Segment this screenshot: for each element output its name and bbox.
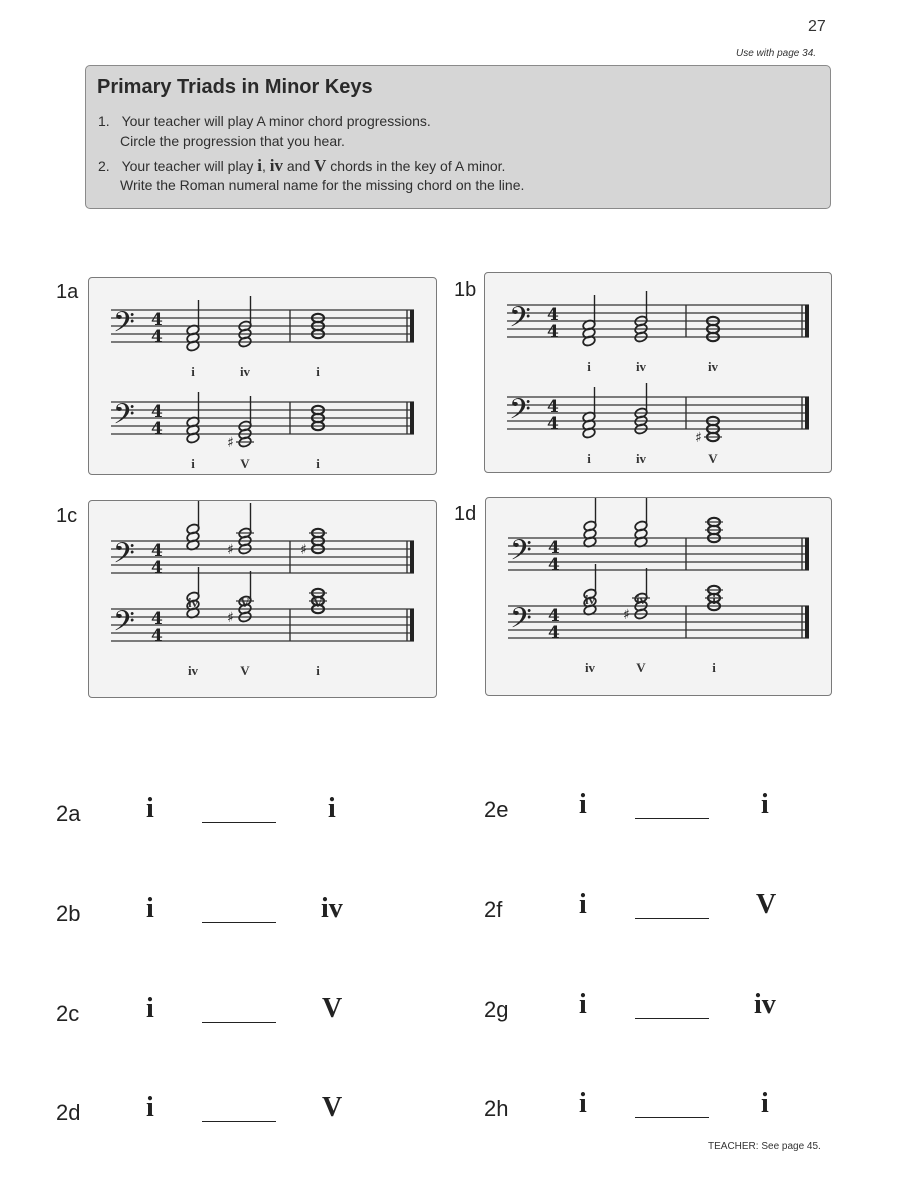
instruction-2-and: and xyxy=(283,158,315,174)
chord-notes xyxy=(227,396,254,451)
time-signature-top: 4 xyxy=(151,541,163,561)
instruction-1-line2: Circle the progression that you hear. xyxy=(120,133,345,149)
time-signature-bottom: 4 xyxy=(547,322,559,342)
chord-label: V xyxy=(240,595,250,610)
chord-notes xyxy=(583,498,597,548)
question-label: 2d xyxy=(56,1100,81,1125)
question-label: 2c xyxy=(56,1001,80,1026)
given-chord-last: iv xyxy=(321,893,343,924)
chord-notes xyxy=(227,571,254,626)
bass-clef-icon: 𝄢 xyxy=(510,602,532,642)
given-chord-first: i xyxy=(146,1092,154,1123)
chord-notes xyxy=(238,296,252,348)
answer-blank[interactable] xyxy=(202,822,276,823)
chord-label: V xyxy=(708,451,718,466)
instructions-box xyxy=(85,65,831,209)
staff-graphic xyxy=(89,278,436,474)
chord-label: iv xyxy=(635,451,647,466)
time-signature-bottom: 4 xyxy=(151,327,163,347)
time-signature-top: 4 xyxy=(151,402,163,422)
staff-graphic xyxy=(89,501,436,697)
chord-label: i xyxy=(191,364,195,379)
staff-row xyxy=(507,393,809,434)
instruction-2-number: 2. xyxy=(98,158,110,174)
staff-row xyxy=(111,605,414,646)
answer-blank[interactable] xyxy=(635,818,709,819)
chord-notes xyxy=(227,503,254,558)
time-signature-bottom: 4 xyxy=(151,419,163,439)
given-chord-first: i xyxy=(146,793,154,824)
given-chord-last: i xyxy=(328,793,336,824)
time-signature-bottom: 4 xyxy=(548,555,560,575)
sharp-icon: ♯ xyxy=(300,542,307,558)
given-chord-first: i xyxy=(579,989,587,1020)
instruction-1-text: Your teacher will play A minor chord progressions. xyxy=(121,113,431,129)
page-number: 27 xyxy=(808,18,826,35)
chord-label: i xyxy=(191,456,195,471)
chord-label: i xyxy=(316,364,320,379)
time-signature-top: 4 xyxy=(548,538,560,558)
bass-clef-icon: 𝄢 xyxy=(509,301,531,341)
chord-label: iv xyxy=(239,364,251,379)
instruction-1 xyxy=(98,113,431,129)
answer-blank[interactable] xyxy=(635,1117,709,1118)
time-signature-top: 4 xyxy=(151,310,163,330)
chord-label: i xyxy=(316,663,320,678)
instruction-2-chord-i: i xyxy=(257,156,262,175)
instruction-2-pre: Your teacher will play xyxy=(121,158,258,174)
given-chord-last: V xyxy=(756,889,777,920)
chord-label: iv xyxy=(187,663,199,678)
chord-label: V xyxy=(313,595,323,610)
chord-label: iv xyxy=(635,359,647,374)
chord-label: V xyxy=(240,456,250,471)
chord-label: i xyxy=(587,359,591,374)
chord-label: V xyxy=(240,663,250,678)
instruction-2-sep: , xyxy=(261,158,270,174)
answer-blank[interactable] xyxy=(635,918,709,919)
time-signature-bottom: 4 xyxy=(547,414,559,434)
staff-row xyxy=(507,301,809,342)
staff-row xyxy=(508,534,809,575)
chord-label: i xyxy=(587,451,591,466)
exercise-1c-box xyxy=(88,500,437,698)
answer-blank[interactable] xyxy=(202,922,276,923)
question-label: 2f xyxy=(484,897,503,922)
exercise-1a-box xyxy=(88,277,437,475)
chord-notes xyxy=(583,564,597,616)
chord-label: i xyxy=(316,456,320,471)
chord-label: V xyxy=(636,660,646,675)
bass-clef-icon: 𝄢 xyxy=(509,393,531,433)
instruction-2-chord-V: V xyxy=(314,156,327,175)
given-chord-last: i xyxy=(761,789,769,820)
given-chord-last: iv xyxy=(754,989,776,1020)
exercise-1b-box xyxy=(484,272,832,473)
exercise-1b-label: 1b xyxy=(454,279,477,301)
chord-notes xyxy=(186,567,200,619)
time-signature-top: 4 xyxy=(548,606,560,626)
chord-label: i xyxy=(712,660,716,675)
question-label: 2b xyxy=(56,901,81,926)
question-label: 2e xyxy=(484,797,509,822)
staff-graphic xyxy=(485,273,831,472)
time-signature-bottom: 4 xyxy=(548,623,560,643)
teacher-note: TEACHER: See page 45. xyxy=(708,1141,821,1152)
instruction-2-post: chords in the key of A minor. xyxy=(326,158,506,174)
chord-notes xyxy=(634,383,648,435)
chord-notes xyxy=(300,529,327,558)
bass-clef-icon: 𝄢 xyxy=(510,534,532,574)
bass-clef-icon: 𝄢 xyxy=(113,306,135,346)
chord-notes xyxy=(186,501,200,551)
chord-label: i xyxy=(712,592,716,607)
chord-notes xyxy=(634,291,648,343)
time-signature-top: 4 xyxy=(151,609,163,629)
chord-label: iv xyxy=(707,359,719,374)
bass-clef-icon: 𝄢 xyxy=(113,398,135,438)
instruction-2 xyxy=(98,156,505,176)
chord-label: iv xyxy=(584,592,596,607)
exercise-1d-label: 1d xyxy=(454,503,477,525)
sharp-icon: ♯ xyxy=(227,435,234,451)
bass-clef-icon: 𝄢 xyxy=(113,605,135,645)
chord-notes xyxy=(634,498,648,548)
given-chord-last: i xyxy=(761,1088,769,1119)
exercise-1d-box xyxy=(485,497,832,696)
chord-label: iv xyxy=(635,592,647,607)
instruction-1-number: 1. xyxy=(98,113,110,129)
instruction-2-line2: Write the Roman numeral name for the missing chord on the line. xyxy=(120,177,525,193)
bass-clef-icon: 𝄢 xyxy=(113,537,135,577)
chord-label: iv xyxy=(584,660,596,675)
given-chord-first: i xyxy=(579,1088,587,1119)
chord-label: iv xyxy=(187,595,199,610)
staff-graphic xyxy=(486,498,831,695)
exercise-1c-label: 1c xyxy=(56,505,78,527)
staff-row xyxy=(111,537,414,578)
sharp-icon: ♯ xyxy=(227,542,234,558)
staff-row xyxy=(111,306,414,347)
answer-blank[interactable] xyxy=(202,1121,276,1122)
sharp-icon: ♯ xyxy=(623,607,630,623)
sharp-icon: ♯ xyxy=(695,430,702,446)
time-signature-bottom: 4 xyxy=(151,626,163,646)
given-chord-last: V xyxy=(322,993,343,1024)
worksheet-title: Primary Triads in Minor Keys xyxy=(97,76,373,98)
given-chord-first: i xyxy=(579,889,587,920)
exercise-1a-label: 1a xyxy=(56,281,79,303)
question-label: 2h xyxy=(484,1096,509,1121)
given-chord-last: V xyxy=(322,1092,343,1123)
time-signature-bottom: 4 xyxy=(151,558,163,578)
answer-blank[interactable] xyxy=(635,1018,709,1019)
chord-notes xyxy=(623,568,650,623)
given-chord-first: i xyxy=(146,893,154,924)
given-chord-first: i xyxy=(146,993,154,1024)
staff-row xyxy=(111,398,414,439)
use-with-note: Use with page 34. xyxy=(736,48,817,59)
question-label: 2g xyxy=(484,997,509,1022)
given-chord-first: i xyxy=(579,789,587,820)
staff-row xyxy=(508,602,809,643)
time-signature-top: 4 xyxy=(547,397,559,417)
answer-blank[interactable] xyxy=(202,1022,276,1023)
instruction-2-chord-iv: iv xyxy=(269,156,283,175)
question-label: 2a xyxy=(56,801,81,826)
sharp-icon: ♯ xyxy=(227,610,234,626)
time-signature-top: 4 xyxy=(547,305,559,325)
